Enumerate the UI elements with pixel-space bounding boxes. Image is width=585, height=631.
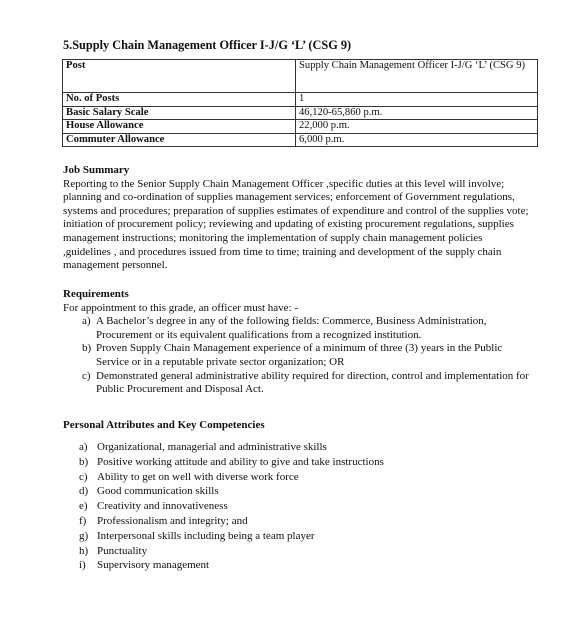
list-item-label: a) — [79, 441, 88, 453]
list-item-text: Proven Supply Chain Management experience of a minimum of three (3) years in the Public Service or in a reputable private sector organization; OR — [96, 342, 503, 368]
row-value-post: Supply Chain Management Officer I-J/G ‘L’ (CSG 9) — [296, 60, 538, 93]
list-item-text: Good communication skills — [97, 485, 219, 498]
list-item — [63, 544, 533, 559]
list-item-text: Professionalism and integrity; and — [97, 514, 248, 527]
list-item-label: h) — [79, 544, 89, 557]
list-item-text: Organizational, managerial and administrative skills — [97, 441, 327, 453]
list-item-text: Supervisory management — [97, 559, 210, 572]
list-item — [63, 342, 533, 369]
list-item-label: i) — [79, 559, 86, 572]
row-label-post: Post — [63, 60, 296, 93]
list-item-label: f) — [79, 514, 87, 527]
list-item — [63, 529, 533, 544]
job-summary-text: Reporting to the Senior Supply Chain Management Officer ,specific duties at this level will involve; planning and co-ordination of supplies management services; enforcement of Government regulations, systems and procedures; preparation of supplies estimates of expenditure and control of the supplies vote; initiation of procurement policy; reviewing and updating of existing procurement regulations, supplies management instructions; monitoring the implementation of supply chain management policies ,guidelines , and procedures issued from time to time; training and development of the supply chain management personnel. — [63, 177, 529, 272]
row-label-basic-salary: Basic Salary Scale — [63, 106, 296, 120]
list-item — [63, 499, 533, 514]
requirements-list — [63, 315, 533, 397]
list-item-label: d) — [79, 485, 89, 498]
personal-attributes-title: Personal Attributes and Key Competencies — [63, 419, 265, 431]
list-item — [63, 484, 533, 499]
list-item-label: g) — [79, 529, 89, 542]
list-item-label: b) — [82, 342, 92, 355]
row-value-house-allowance: 22,000 p.m. — [296, 120, 538, 134]
list-item-text: Positive working attitude and ability to give and take instructions — [97, 455, 384, 468]
row-value-basic-salary: 46,120-65,860 p.m. — [296, 106, 538, 120]
list-item-text: Demonstrated general administrative ability required for direction, control and implementation for Public Procurement and Disposal Act. — [96, 369, 529, 396]
requirements-section — [63, 288, 533, 397]
list-item-text: A Bachelor’s degree in any of the following fields: Commerce, Business Administration, Procurement or its equivalent qualifications from a recognized institution. — [96, 315, 487, 341]
list-item-text: Ability to get on well with diverse work force — [97, 470, 299, 483]
personal-attributes-heading-block — [63, 419, 533, 433]
post-details-table — [62, 59, 538, 147]
requirements-intro: For appointment to this grade, an officer must have: - — [63, 301, 299, 314]
personal-attributes-section — [63, 440, 533, 573]
list-item-label: e) — [79, 500, 88, 513]
list-item-text: Creativity and innovativeness — [97, 500, 228, 513]
list-item-label: c) — [79, 470, 88, 483]
list-item — [63, 558, 533, 573]
personal-attributes-list — [63, 440, 533, 573]
list-item — [63, 315, 533, 342]
job-summary-section — [63, 164, 533, 273]
list-item-label: a) — [82, 315, 91, 328]
table-row — [63, 106, 538, 120]
list-item-label: c) — [82, 369, 91, 382]
table-row — [63, 60, 538, 93]
row-label-commuter-allowance: Commuter Allowance — [63, 133, 296, 147]
list-item — [63, 455, 533, 470]
list-item — [63, 440, 533, 455]
table-row — [63, 133, 538, 147]
list-item — [63, 470, 533, 485]
list-item-text: Punctuality — [97, 544, 148, 557]
table-row — [63, 120, 538, 134]
row-label-house-allowance: House Allowance — [63, 120, 296, 134]
list-item — [63, 370, 533, 397]
row-value-no-of-posts: 1 — [296, 93, 538, 107]
list-item-label: b) — [79, 455, 89, 468]
requirements-title: Requirements — [63, 288, 129, 300]
list-item-text: Interpersonal skills including being a team player — [97, 529, 315, 542]
row-value-commuter-allowance: 6,000 p.m. — [296, 133, 538, 147]
job-title-heading: 5.Supply Chain Management Officer I-J/G ‘L’ (CSG 9) — [63, 38, 352, 52]
row-label-no-of-posts: No. of Posts — [63, 93, 296, 107]
table-row — [63, 93, 538, 107]
job-summary-title: Job Summary — [63, 164, 130, 176]
list-item — [63, 514, 533, 529]
